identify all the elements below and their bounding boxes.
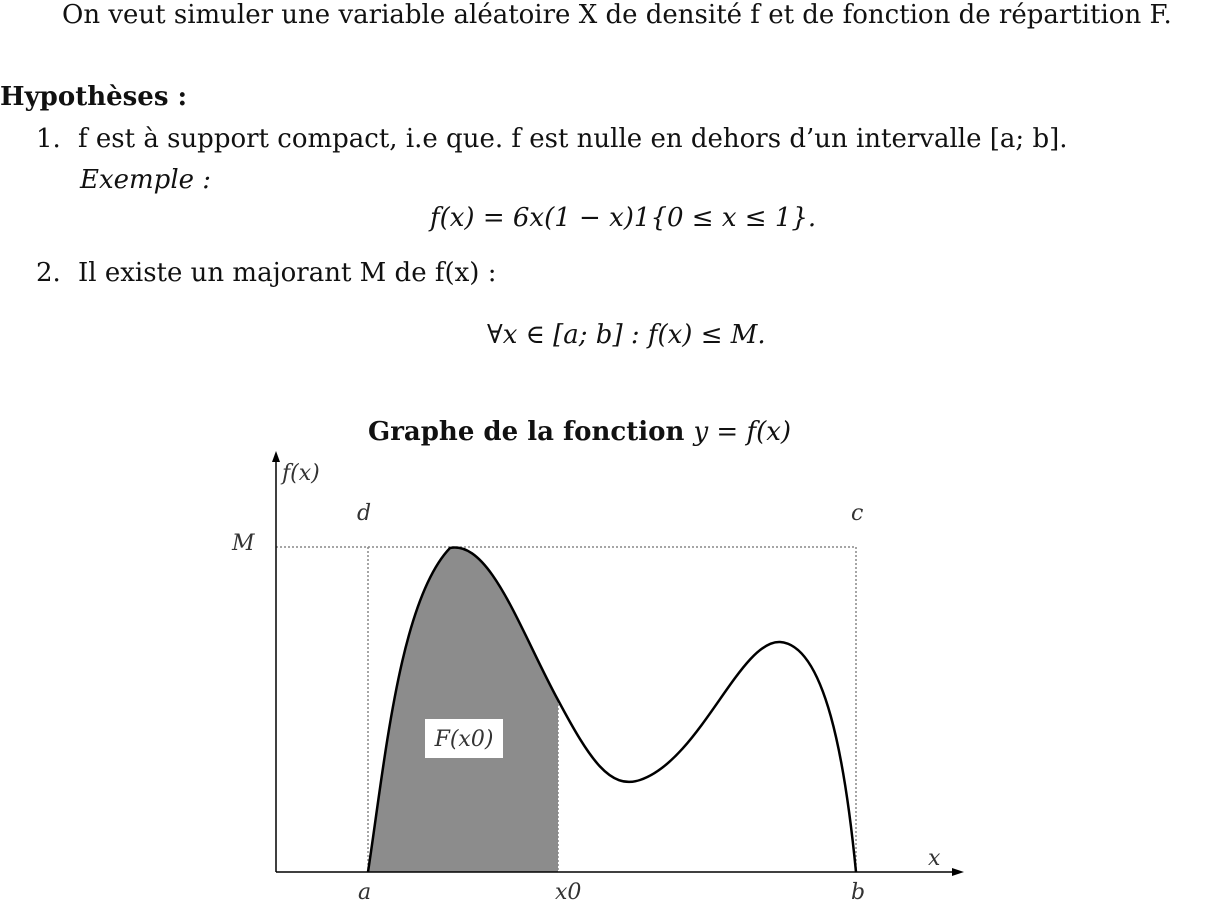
x-tick-label-x0: x0 — [555, 880, 582, 905]
corner-label-c: c — [851, 501, 864, 526]
x-axis-arrow-icon — [952, 868, 964, 876]
area-label: F(x0) — [434, 727, 494, 752]
bound-formula: ∀x ∈ [a; b] : f(x) ≤ M. — [487, 320, 766, 350]
y-axis-label: f(x) — [282, 461, 320, 486]
example-formula: f(x) = 6x(1 − x)1{0 ≤ x ≤ 1}. — [430, 203, 817, 233]
hypothesis-item-2 — [36, 258, 496, 288]
figure-title — [368, 417, 791, 447]
item-number: 1. — [36, 124, 61, 154]
figure-title-math: y = f(x) — [693, 417, 792, 447]
corner-label-d: d — [357, 501, 372, 526]
function-graph — [200, 445, 980, 905]
hypothesis-item-1 — [36, 124, 1068, 154]
item-number: 2. — [36, 258, 61, 288]
item-text: Il existe un majorant M de f(x) : — [78, 258, 497, 288]
example-label: Exemple : — [80, 165, 212, 195]
x-axis-label: x — [928, 846, 941, 871]
intro-sentence: On veut simuler une variable aléatoire X de densité f et de fonction de répartition F. — [62, 0, 1172, 30]
x-tick-label-b: b — [851, 880, 866, 905]
y-axis-arrow-icon — [272, 451, 280, 462]
shaded-area — [368, 548, 558, 872]
item-text: f est à support compact, i.e que. f est nulle en dehors d’un intervalle [a; b]. — [78, 124, 1068, 154]
hypotheses-heading: Hypothèses : — [0, 82, 188, 112]
figure-title-text: Graphe de la fonction — [368, 417, 685, 447]
x-tick-label-a: a — [358, 880, 372, 905]
level-m-label: M — [232, 531, 255, 556]
